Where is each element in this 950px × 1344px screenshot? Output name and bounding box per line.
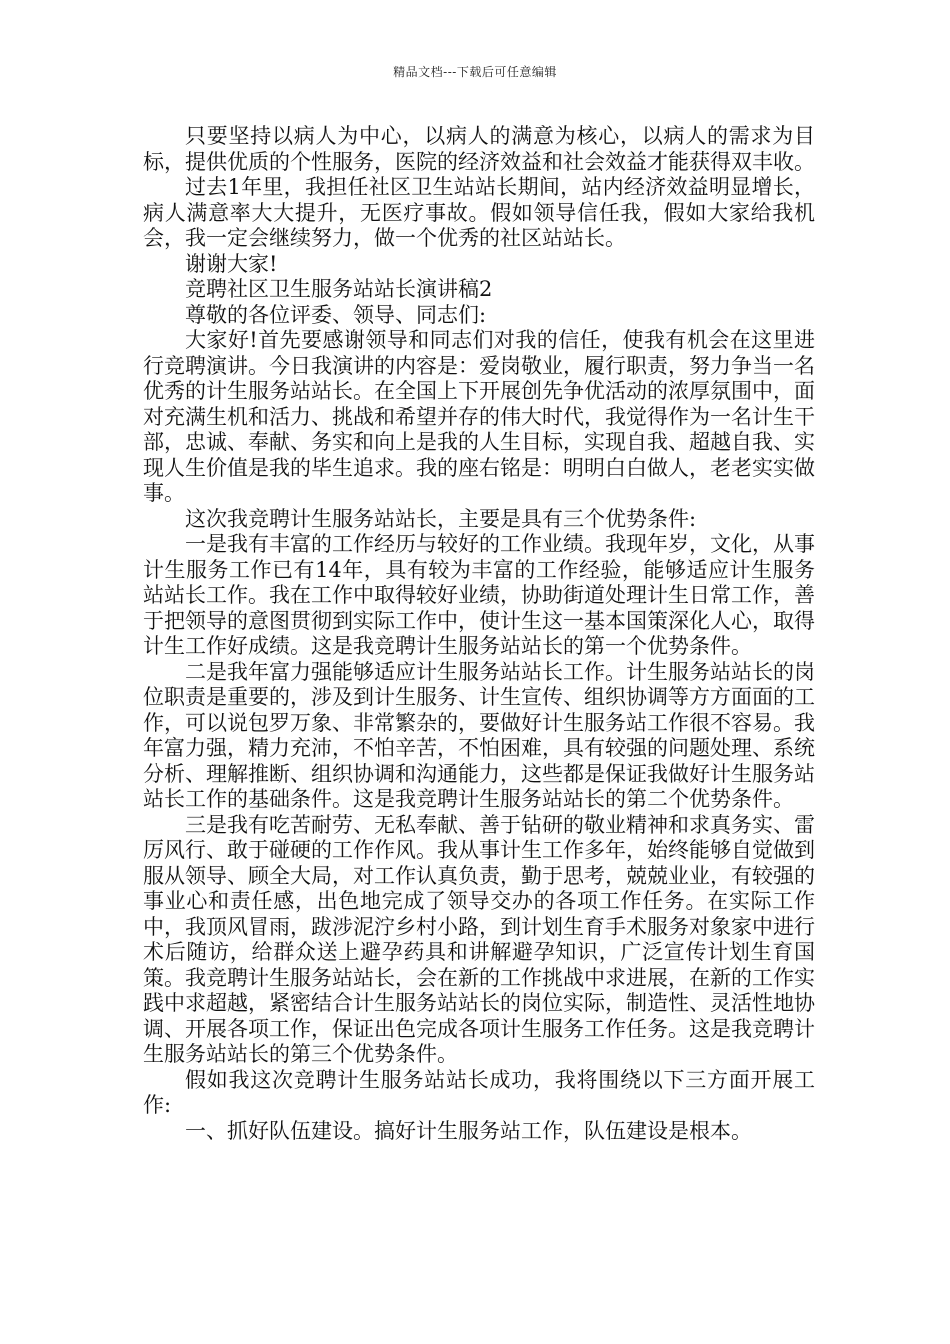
paragraph: 大家好!首先要感谢领导和同志们对我的信任，使我有机会在这里进行竞聘演讲。今日我演讲的内容是：爱岗敬业，履行职责，努力争当一名优秀的计生服务站站长。在全国上下开展创先争优活动的浓厚氛围中，面对充满生机和活力、挑战和希望并存的伟大时代，我觉得作为一名计生干部，忠诚、奉献、务实和向上是我的人生目标，实现自我、超越自我、实现人生价值是我的毕生追求。我的座右铭是：明明白白做人，老老实实做事。 [143, 328, 815, 505]
paragraph: 只要坚持以病人为中心，以病人的满意为核心，以病人的需求为目标，提供优质的个性服务，医院的经济效益和社会效益才能获得双丰收。 [143, 124, 815, 174]
salutation: 尊敬的各位评委、领导、同志们: [185, 302, 487, 327]
document-body [143, 124, 815, 1144]
paragraph: 假如我这次竞聘计生服务站站长成功，我将围绕以下三方面开展工作: [143, 1067, 815, 1117]
paragraph: 一、抓好队伍建设。搞好计生服务站工作，队伍建设是根本。 [185, 1118, 752, 1143]
paragraph: 谢谢大家! [185, 251, 278, 276]
paragraph: 这次我竞聘计生服务站站长，主要是具有三个优势条件: [185, 506, 697, 531]
paragraph: 一是我有丰富的工作经历与较好的工作业绩。我现年岁，文化，从事计生服务工作已有14年，具有较为丰富的工作经验，能够适应计生服务站站长工作。我在工作中取得较好业绩，协助街道处理计生日常工作，善于把领导的意图贯彻到实际工作中，使计生这一基本国策深化人心，取得计生工作好成绩。这是我竞聘计生服务站站长的第一个优势条件。 [143, 532, 815, 658]
paragraph: 过去1年里，我担任社区卫生站站长期间，站内经济效益明显增长，病人满意率大大提升，无医疗事故。假如领导信任我，假如大家给我机会，我一定会继续努力，做一个优秀的社区站站长。 [143, 175, 815, 250]
paragraph: 二是我年富力强能够适应计生服务站站长工作。计生服务站站长的岗位职责是重要的，涉及到计生服务、计生宣传、组织协调等方方面面的工作，可以说包罗万象、非常繁杂的，要做好计生服务站工作很不容易。我年富力强，精力充沛，不怕辛苦，不怕困难，具有较强的问题处理、系统分析、理解推断、组织协调和沟通能力，这些都是保证我做好计生服务站站长工作的基础条件。这是我竞聘计生服务站站长的第二个优势条件。 [143, 659, 815, 811]
section-title: 竞聘社区卫生服务站站长演讲稿2 [185, 277, 493, 301]
page-header: 精品文档---下载后可任意编辑 [393, 65, 557, 79]
paragraph: 三是我有吃苦耐劳、无私奉献、善于钻研的敬业精神和求真务实、雷厉风行、敢于碰硬的工作作风。我从事计生工作多年，始终能够自觉做到服从领导、顾全大局，对工作认真负责，勤于思考，兢兢业业，有较强的事业心和责任感，出色地完成了领导交办的各项工作任务。在实际工作中，我顶风冒雨，跋涉泥泞乡村小路，到计划生育手术服务对象家中进行术后随访，给群众送上避孕药具和讲解避孕知识，广泛宣传计划生育国策。我竞聘计生服务站站长，会在新的工作挑战中求进展，在新的工作实践中求超越，紧密结合计生服务站站长的岗位实际，制造性、灵活性地协调、开展各项工作，保证出色完成各项计生服务工作任务。这是我竞聘计生服务站站长的第三个优势条件。 [143, 812, 815, 1066]
